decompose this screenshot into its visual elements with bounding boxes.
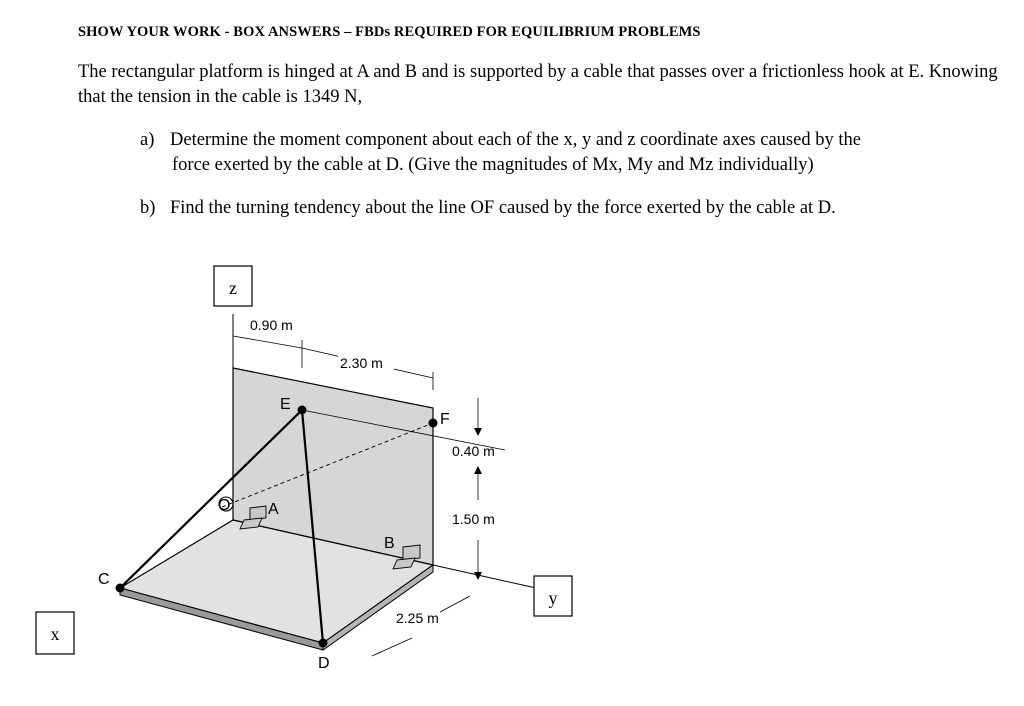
point-d-label: D bbox=[318, 655, 330, 672]
x-axis-label: x bbox=[50, 624, 60, 644]
part-a-line1: Determine the moment component about each of the x, y and z coordinate axes caused by the bbox=[170, 130, 861, 150]
dim-label-040: 0.40 m bbox=[452, 443, 495, 459]
point-o-label: O bbox=[218, 497, 231, 514]
y-axis-label: y bbox=[548, 588, 558, 608]
part-b-label: b) bbox=[140, 198, 156, 218]
dim-label-090: 0.90 m bbox=[250, 317, 293, 333]
dim-label-150: 1.50 m bbox=[452, 511, 495, 527]
point-f-label: F bbox=[440, 411, 450, 428]
dim-line-225 bbox=[372, 638, 412, 656]
dim-label-230: 2.30 m bbox=[340, 355, 383, 371]
dim-line-225-b bbox=[440, 596, 470, 612]
hinge-b bbox=[403, 545, 420, 560]
y-axis-line bbox=[433, 565, 545, 590]
dim-label-225: 2.25 m bbox=[396, 610, 439, 626]
point-c-label: C bbox=[98, 571, 110, 588]
z-axis-label: z bbox=[229, 278, 237, 298]
dim-arrowhead-040-top bbox=[474, 428, 482, 436]
part-a-line2: force exerted by the cable at D. (Give the magnitudes of Mx, My and Mz individually) bbox=[172, 155, 814, 175]
instructions-header: SHOW YOUR WORK - BOX ANSWERS – FBDs REQUIRED FOR EQUILIBRIUM PROBLEMS bbox=[78, 24, 701, 40]
part-b-text: Find the turning tendency about the line OF caused by the force exerted by the cable at D. bbox=[170, 198, 836, 218]
part-a-label: a) bbox=[140, 130, 155, 150]
point-b-label: B bbox=[384, 535, 395, 552]
point-d-marker bbox=[319, 639, 328, 648]
dim-arrowhead-150-top bbox=[474, 466, 482, 474]
point-a-label: A bbox=[268, 501, 279, 518]
point-c-marker bbox=[116, 584, 125, 593]
dim-line-090 bbox=[233, 336, 302, 348]
hinge-a bbox=[250, 506, 266, 520]
point-e-label: E bbox=[280, 396, 291, 413]
problem-statement: The rectangular platform is hinged at A and B and is supported by a cable that passes over a frictionless hook at E. Knowing that the tension in the cable is 1349 N, bbox=[78, 62, 998, 107]
point-e-marker bbox=[298, 406, 307, 415]
point-f-marker bbox=[429, 419, 438, 428]
